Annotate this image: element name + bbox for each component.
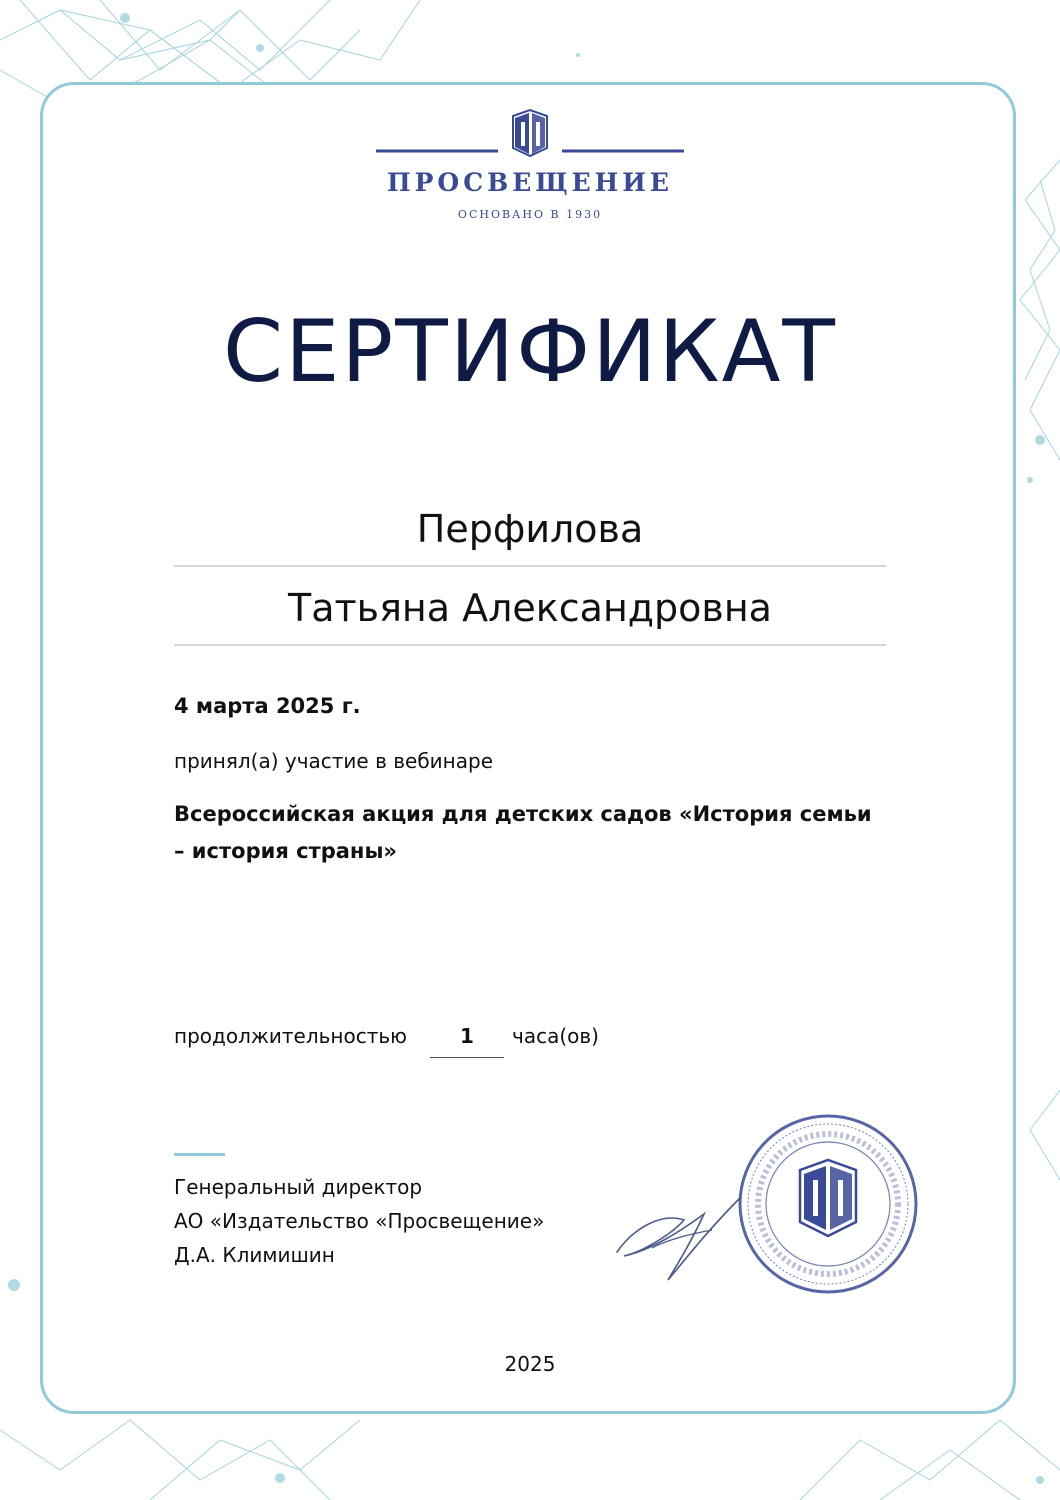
prosveshchenie-logo [376, 108, 684, 228]
recipient-surname: Перфилова [416, 507, 644, 551]
official-seal-stamp [734, 1110, 922, 1298]
name-divider [174, 565, 886, 567]
footer-year: 2025 [504, 1352, 556, 1376]
recipient-given-names: Татьяна Александровна [288, 586, 772, 630]
webinar-title: Всероссийская акция для детских садов «История семьи – история страны» [174, 802, 872, 863]
duration-suffix: часа(ов) [512, 1024, 599, 1048]
duration-value: 1 [460, 1024, 474, 1048]
logo-emblem-icon [376, 108, 684, 168]
handwritten-signature [612, 1190, 752, 1290]
event-date: 4 марта 2025 г. [174, 694, 361, 718]
participation-text: принял(а) участие в вебинаре [174, 749, 493, 773]
signatory-accent-rule [174, 1153, 225, 1156]
signatory-position: Генеральный директор [174, 1175, 423, 1199]
duration-underline [430, 1057, 504, 1058]
logo-tagline: ОСНОВАНО В 1930 [457, 208, 603, 221]
signatory-organization: АО «Издательство «Просвещение» [174, 1209, 545, 1233]
signatory-name: Д.А. Климишин [174, 1243, 335, 1267]
logo-wordmark: ПРОСВЕЩЕНИЕ [387, 168, 673, 197]
duration-prefix: продолжительностью [174, 1024, 407, 1048]
certificate-title: СЕРТИФИКАТ [223, 302, 837, 402]
name-divider [174, 644, 886, 646]
